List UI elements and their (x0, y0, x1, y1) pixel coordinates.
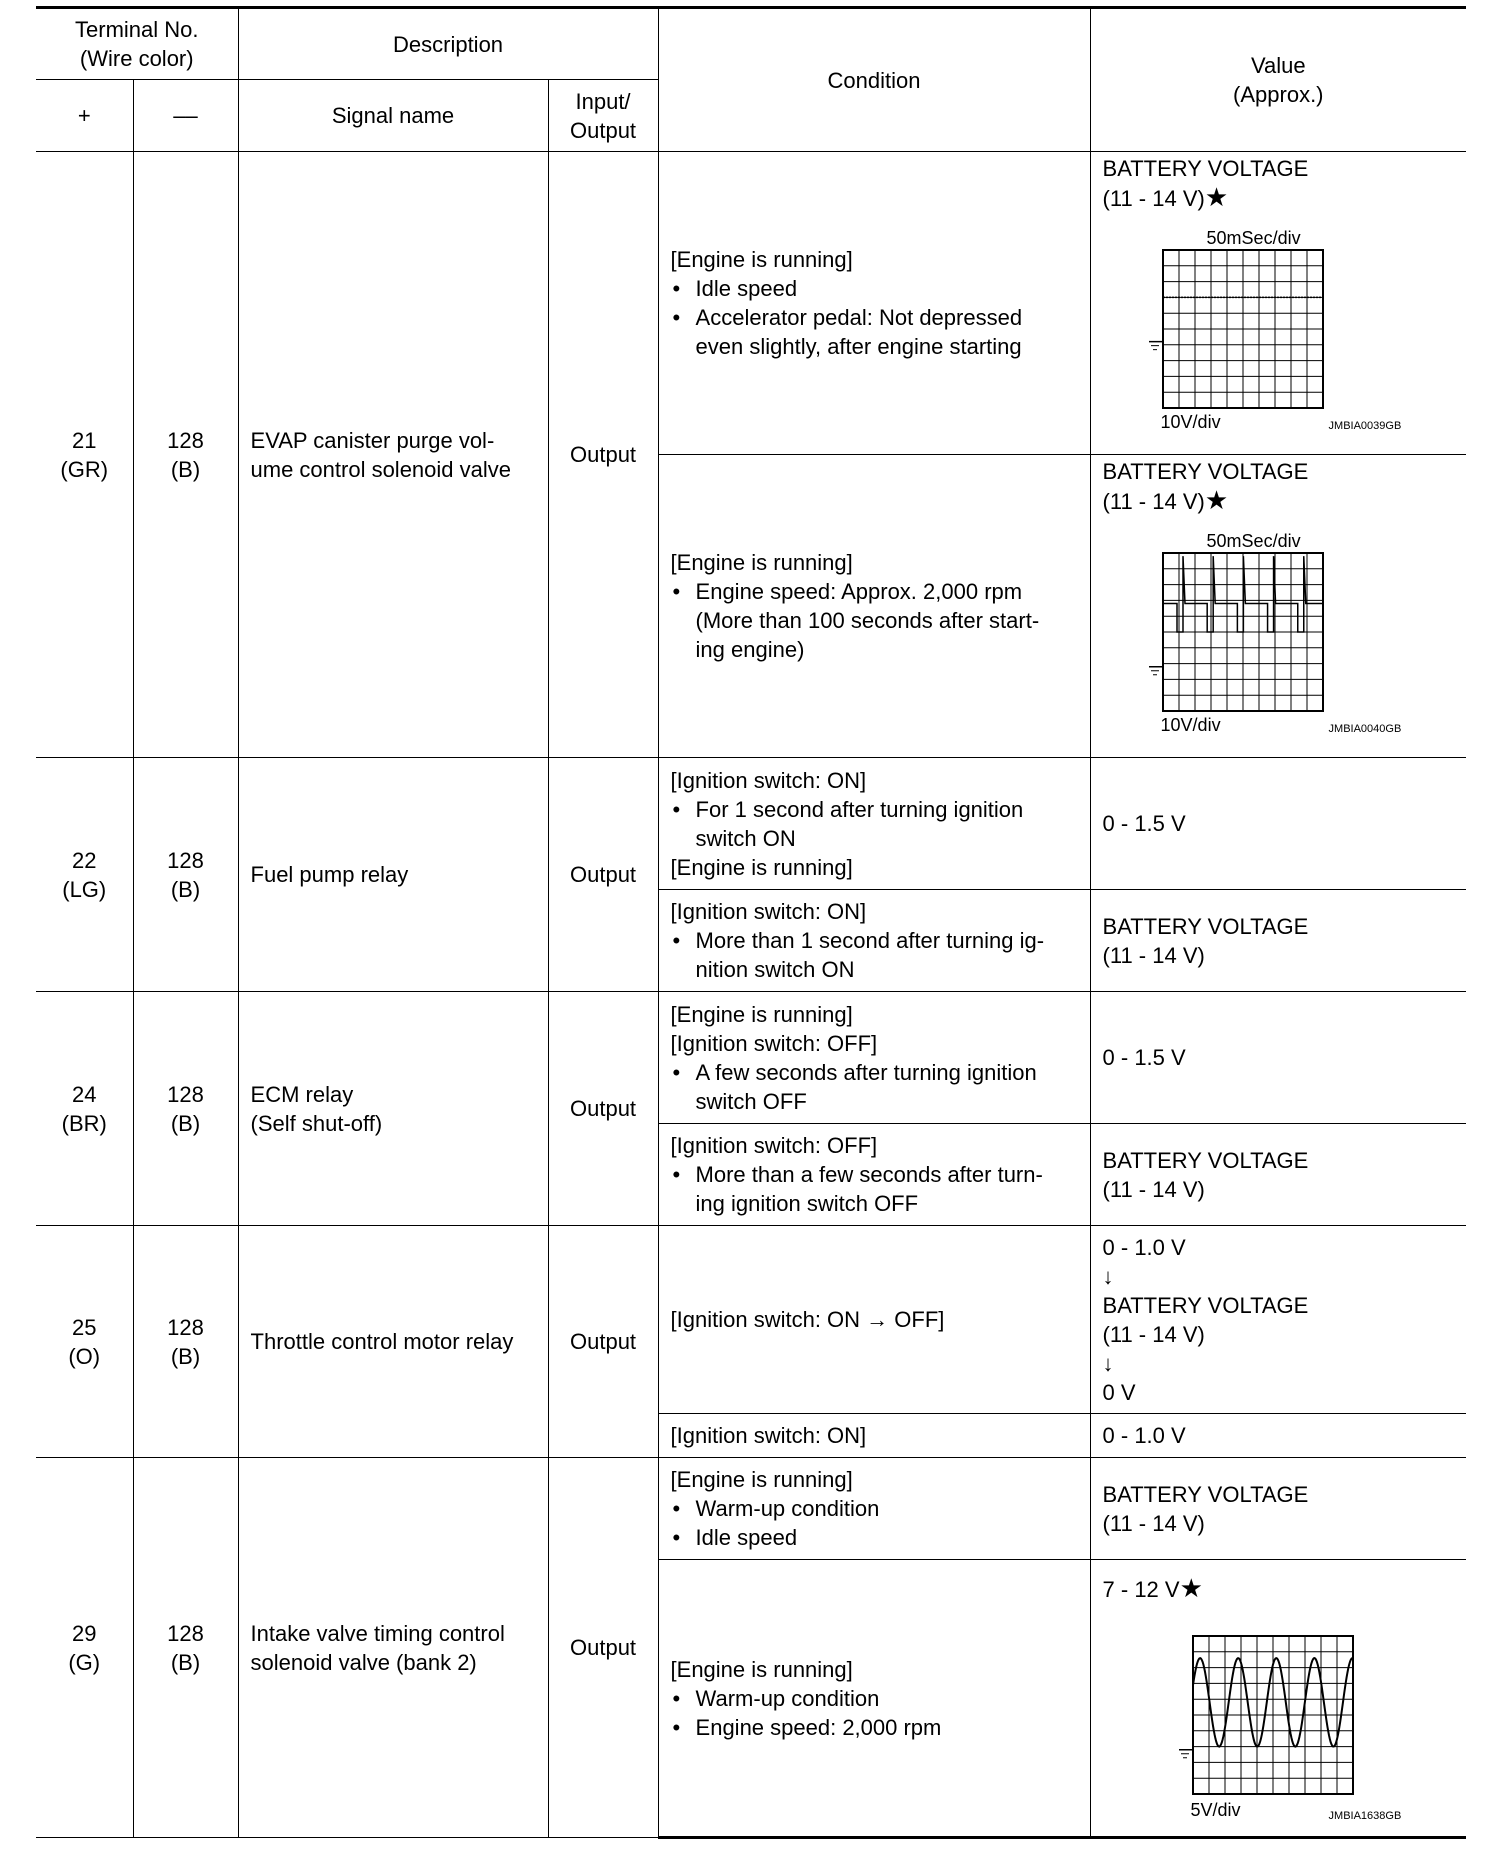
condition-title: [Engine is running] (670, 1656, 853, 1682)
condition-cell (658, 890, 1090, 992)
value-cell: BATTERY VOLTAGE (11 - 14 V) (1090, 1124, 1466, 1226)
header-minus: –– (133, 80, 238, 152)
table-row (36, 152, 1466, 455)
scope-trace (1163, 556, 1323, 632)
terminal-minus: 128 (B) (133, 1458, 238, 1838)
terminal-minus: 128 (B) (133, 758, 238, 992)
header-signal-name: Signal name (238, 80, 548, 152)
terminal-plus: 29 (G) (36, 1458, 133, 1838)
condition-cell (658, 455, 1090, 758)
terminal-minus: 128 (B) (133, 152, 238, 758)
value-cell: 0 - 1.5 V (1090, 758, 1466, 890)
terminal-minus: 128 (B) (133, 1226, 238, 1458)
header-io: Input/ Output (548, 80, 658, 152)
header-condition: Condition (658, 8, 1090, 152)
value-line: 7 - 12 V (1102, 1577, 1180, 1602)
table-row (36, 1226, 1466, 1414)
condition-title: [Engine is running] [Ignition switch: OFF] (670, 1001, 878, 1056)
terminal-plus: 24 (BR) (36, 992, 133, 1226)
table-row (36, 758, 1466, 890)
scope-time-label: 50mSec/div (1206, 228, 1301, 248)
condition-cell (658, 1414, 1090, 1458)
condition-bullet: • Engine speed: Approx. 2,000 rpm (More than 100 seconds after start- ing engine) (671, 577, 1078, 664)
input-output: Output (548, 1458, 658, 1838)
terminal-minus: 128 (B) (133, 992, 238, 1226)
scope-volt-label: 10V/div (1160, 715, 1221, 735)
signal-name: ECM relay (Self shut-off) (238, 992, 548, 1226)
condition-title: [Ignition switch: ON] (670, 899, 867, 924)
terminal-spec-table (36, 6, 1466, 1839)
condition-title: [Ignition switch: ON → OFF] (670, 1307, 945, 1332)
header-terminal: Terminal No. (Wire color) (36, 8, 238, 80)
star-icon: ★ (1179, 1573, 1203, 1603)
condition-bullet: • Idle speed (671, 274, 1078, 303)
condition-title: [Ignition switch: ON] (670, 1423, 867, 1448)
signal-name: EVAP canister purge vol- ume control solenoid valve (238, 152, 548, 758)
scope-volt-label: 5V/div (1190, 1800, 1241, 1820)
value-line: BATTERY VOLTAGE (1102, 459, 1309, 484)
value-cell: BATTERY VOLTAGE (11 - 14 V) (1090, 1458, 1466, 1560)
condition-bullet: • Warm-up condition (671, 1684, 1078, 1713)
condition-cell (658, 152, 1090, 455)
condition-bullet: • For 1 second after turning ignition switch ON (671, 795, 1078, 853)
condition-bullet: • Accelerator pedal: Not depressed even slightly, after engine starting (671, 303, 1078, 361)
table-row (36, 1458, 1466, 1560)
value-line: (11 - 14 V) (1102, 186, 1205, 211)
value-cell (1090, 152, 1466, 455)
value-cell: 0 - 1.0 V ↓ BATTERY VOLTAGE (11 - 14 V) ↓ 0 V (1090, 1226, 1466, 1414)
terminal-plus: 22 (LG) (36, 758, 133, 992)
star-icon: ★ (1204, 182, 1229, 212)
signal-name: Fuel pump relay (238, 758, 548, 992)
input-output: Output (548, 1226, 658, 1458)
header-plus: + (36, 80, 133, 152)
condition-cell (658, 1560, 1090, 1838)
condition-cell (658, 1124, 1090, 1226)
input-output: Output (548, 992, 658, 1226)
oscilloscope-trace-pulse (1147, 551, 1325, 713)
terminal-plus: 25 (O) (36, 1226, 133, 1458)
condition-bullet: • More than 1 second after turning ig- nition switch ON (671, 926, 1078, 984)
value-cell: 0 - 1.0 V (1090, 1414, 1466, 1458)
table-row (36, 992, 1466, 1124)
condition-title: [Ignition switch: ON] (670, 767, 867, 793)
input-output: Output (548, 758, 658, 992)
condition-title: [Engine is running] (670, 247, 853, 272)
terminal-plus: 21 (GR) (36, 152, 133, 758)
condition-bullet: • Engine speed: 2,000 rpm (671, 1713, 1078, 1742)
condition-title: [Engine is running] (670, 1467, 853, 1492)
value-cell (1090, 1560, 1466, 1838)
condition-cell (658, 1458, 1090, 1560)
condition-bullet: • Warm-up condition (671, 1494, 1078, 1523)
condition-cell (658, 992, 1090, 1124)
condition-title: [Engine is running] (670, 550, 853, 575)
condition-cell (658, 1226, 1090, 1414)
figure-code: JMBIA0040GB (1328, 723, 1402, 735)
value-line: (11 - 14 V) (1102, 489, 1205, 514)
signal-name: Intake valve timing control solenoid valve (bank 2) (238, 1458, 548, 1838)
value-line: BATTERY VOLTAGE (1102, 156, 1309, 181)
condition-title: [Engine is running] (670, 854, 853, 880)
value-cell: BATTERY VOLTAGE (11 - 14 V) (1090, 890, 1466, 992)
scope-volt-label: 10V/div (1160, 412, 1221, 432)
signal-name: Throttle control motor relay (238, 1226, 548, 1458)
header-value: Value (Approx.) (1090, 8, 1466, 152)
value-cell (1090, 455, 1466, 758)
figure-code: JMBIA1638GB (1328, 1810, 1402, 1822)
value-cell: 0 - 1.5 V (1090, 992, 1466, 1124)
condition-title: [Ignition switch: OFF] (670, 1133, 878, 1158)
input-output: Output (548, 152, 658, 758)
oscilloscope-trace-sine (1177, 1634, 1355, 1796)
oscilloscope-trace-flat (1147, 248, 1325, 410)
scope-time-label: 50mSec/div (1206, 531, 1301, 551)
figure-code: JMBIA0039GB (1328, 420, 1402, 432)
condition-bullet: • More than a few seconds after turn- ing ignition switch OFF (671, 1160, 1078, 1218)
header-description: Description (238, 8, 658, 80)
condition-bullet: • A few seconds after turning ignition switch OFF (671, 1058, 1078, 1116)
condition-cell (658, 758, 1090, 890)
condition-bullet: • Idle speed (671, 1523, 1078, 1552)
star-icon: ★ (1204, 485, 1229, 515)
